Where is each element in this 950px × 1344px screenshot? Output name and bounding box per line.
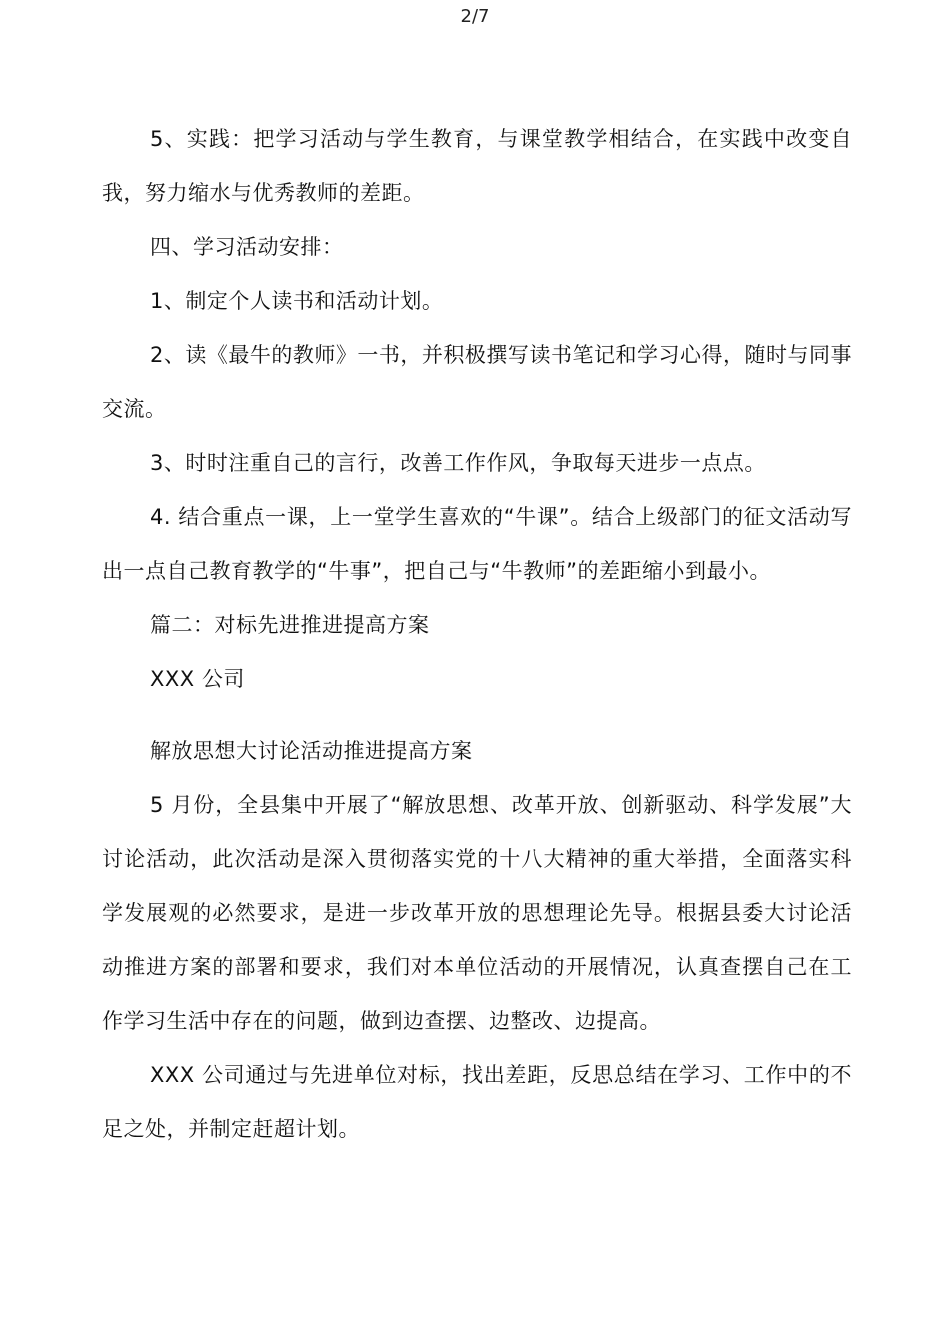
document-body xyxy=(102,112,852,1156)
page-number: 2/7 xyxy=(460,6,490,27)
spacer xyxy=(102,706,852,724)
paragraph-practice: 5、实践：把学习活动与学生教育，与课堂教学相结合，在实践中改变自我，努力缩水与优秀教师的差距。 xyxy=(102,127,852,205)
paragraph-background: 5 月份，全县集中开展了“解放思想、改革开放、创新驱动、科学发展”大讨论活动，此次活动是深入贯彻落实党的十八大精神的重大举措，全面落实科学发展观的必然要求，是进一步改革开放的思想理论先导。根据县委大讨论活动推进方案的部署和要求，我们对本单位活动的开展情况，认真查摆自己在工作学习生活中存在的问题，做到边查摆、边整改、边提高。 xyxy=(102,793,852,1033)
plan-title: 解放思想大讨论活动推进提高方案 xyxy=(150,739,473,763)
list-item-read-book: 2、读《最牛的教师》一书，并积极撰写读书笔记和学习心得，随时与同事交流。 xyxy=(102,343,852,421)
chapter-title: 篇二：对标先进推进提高方案 xyxy=(150,613,430,637)
list-item-lesson: 4. 结合重点一课，上一堂学生喜欢的“牛课”。结合上级部门的征文活动写出一点自己教育教学的“牛事”，把自己与“牛教师”的差距缩小到最小。 xyxy=(102,505,852,583)
paragraph-benchmarking: XXX 公司通过与先进单位对标，找出差距，反思总结在学习、工作中的不足之处，并制定赶超计划。 xyxy=(102,1063,852,1141)
company-name: XXX 公司 xyxy=(150,667,245,691)
section-heading-activity-arrangement: 四、学习活动安排： xyxy=(150,235,344,259)
list-item-reading-plan: 1、制定个人读书和活动计划。 xyxy=(150,289,444,313)
list-item-conduct: 3、时时注重自己的言行，改善工作作风，争取每天进步一点点。 xyxy=(150,451,766,475)
